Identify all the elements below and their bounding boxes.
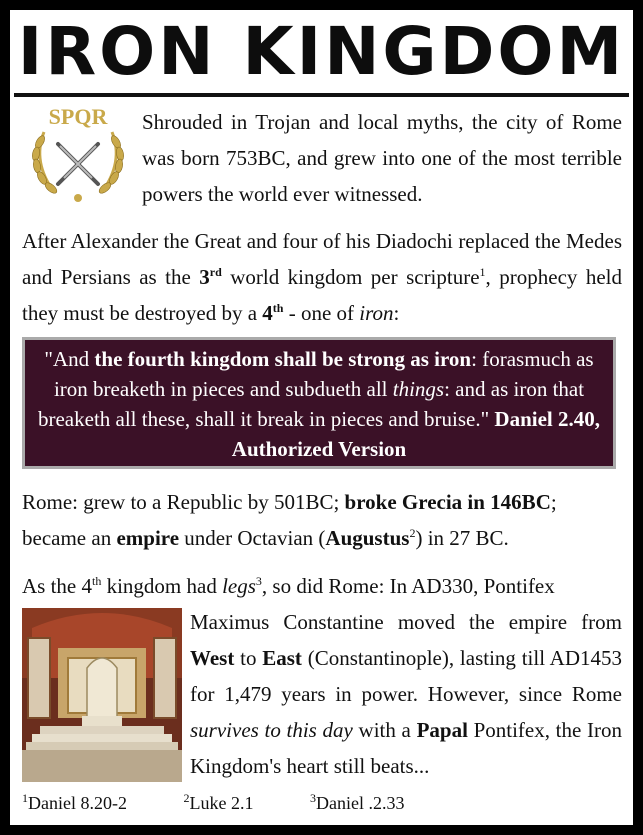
footnote-ref-3: 3 <box>255 574 262 588</box>
footnote-3: $^3$Daniel .2.33 <box>309 791 405 813</box>
constantine-paragraph: Maximus Constantine moved the empire from West to East (Constantinople), lasting till AD1453 for 1,479 years in power. However, since Rome survives to this day with a Papal Pontifex, the Iron Kingdom's heart still beats... <box>190 610 623 778</box>
alexander-paragraph: After Alexander the Great and four of his Diadochi replaced the Medes and Persians as the 3rd world kingdom per scripture$^1$, prophecy held they must be destroyed by a 4th - one of iron: <box>22 229 622 325</box>
footnote-2: $^2$Luke 2.1 <box>183 791 254 813</box>
papal-throne-image <box>22 608 182 782</box>
footnotes <box>22 790 622 816</box>
daniel-quote-box: "And the fourth kingdom shall be strong as iron: forasmuch as iron breaketh in pieces and subdueth all things: and as iron that breaketh all these, shall it break in pieces and bruise." Daniel 2.40, Authorized Version <box>22 337 616 469</box>
footnote-1: $^1$Daniel 8.20-2 <box>22 791 127 813</box>
footnote-ref-1: 1 <box>479 265 486 279</box>
intro-paragraph: Shrouded in Trojan and local myths, the city of Rome was born 753BC, and grew into one of the most terrible powers the world ever witnessed. <box>142 110 622 206</box>
republic-paragraph: Rome: grew to a Republic by 501BC; broke Grecia in 146BC; became an empire under Octavian (Augustus$^2$) in 27 BC. <box>22 490 557 550</box>
logo-text: SPQR <box>48 104 108 129</box>
spqr-laurel-logo <box>22 102 134 206</box>
page <box>10 10 633 825</box>
footnote-ref-2: 2 <box>409 526 416 540</box>
title-rule <box>14 93 629 97</box>
page-title: IRON KINGDOM <box>17 13 626 90</box>
legs-paragraph: As the 4th kingdom had legs$^3$, so did Rome: In AD330, Pontifex <box>22 574 555 598</box>
